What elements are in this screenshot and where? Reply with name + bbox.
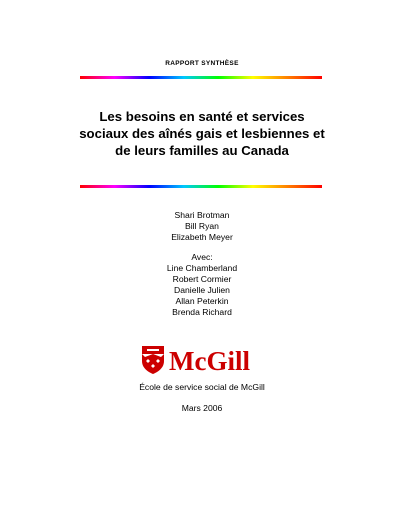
author-name: Bill Ryan <box>185 221 219 231</box>
author-name: Elizabeth Meyer <box>171 232 233 242</box>
title-line: de leurs familles au Canada <box>115 143 289 158</box>
contributor-name: Brenda Richard <box>172 307 232 317</box>
document-title <box>60 108 344 159</box>
contributor-name: Robert Cormier <box>172 274 232 284</box>
contributor-name: Danielle Julien <box>174 285 230 295</box>
contributor-name: Allan Peterkin <box>175 296 229 306</box>
rainbow-divider-bottom <box>80 185 322 188</box>
contributors-label: Avec: <box>191 252 213 262</box>
mcgill-crest-icon <box>141 345 165 375</box>
rainbow-divider-top <box>80 76 322 79</box>
contributor-name: Line Chamberland <box>166 263 238 273</box>
author-name: Shari Brotman <box>174 210 230 220</box>
school-name: École de service social de McGill <box>139 382 265 392</box>
author-list <box>0 210 404 318</box>
report-type-label: RAPPORT SYNTHÈSE <box>165 60 239 67</box>
title-line: Les besoins en santé et services <box>99 109 305 124</box>
publication-date: Mars 2006 <box>181 403 223 413</box>
logo-wordmark: McGill <box>169 346 250 376</box>
mcgill-logo <box>141 345 281 377</box>
title-line: sociaux des aînés gais et lesbiennes et <box>79 126 325 141</box>
